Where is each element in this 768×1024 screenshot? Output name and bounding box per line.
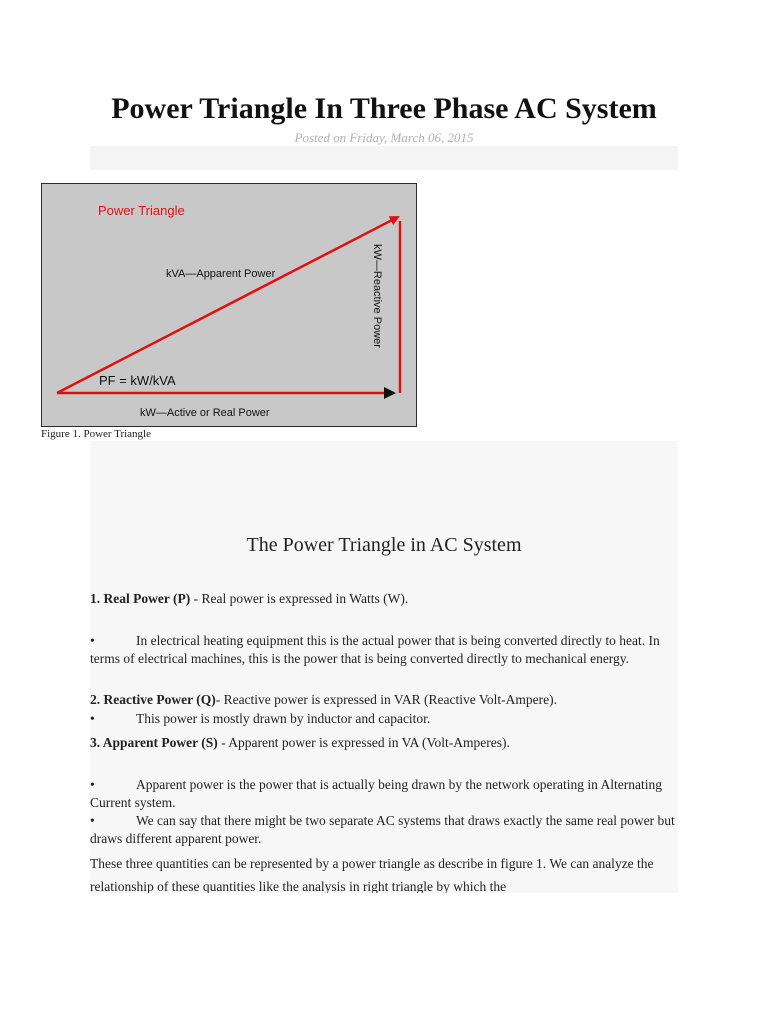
hypotenuse-label: kVA—Apparent Power xyxy=(166,268,276,280)
closing-paragraph: These three quantities can be represented by a power triangle as describe in figure 1. We can analyze the relationship of these quantities like the analysis in right triangle by which the xyxy=(90,856,654,893)
bullet-item xyxy=(90,776,678,812)
reactive-power-paragraph xyxy=(90,691,678,709)
bullet-item xyxy=(90,632,678,668)
figure-heading: Power Triangle xyxy=(98,203,185,218)
apparent-power-arrow xyxy=(57,217,398,393)
article-content xyxy=(90,441,678,893)
bullet-text: This power is mostly drawn by inductor and capacitor. xyxy=(136,711,431,726)
bullet-item xyxy=(90,812,678,848)
apparent-power-paragraph xyxy=(90,734,678,752)
section-heading: The Power Triangle in AC System xyxy=(246,534,522,556)
figure-caption: Figure 1. Power Triangle xyxy=(41,428,151,440)
bullet-marker: • xyxy=(90,777,95,792)
bullet-text: In electrical heating equipment this is the actual power that is being converted directly to heat. In terms of electrical machines, this is the power that is being converted directly to mechanical energy. xyxy=(90,633,660,666)
real-power-text: - Real power is expressed in Watts (W). xyxy=(190,591,409,606)
posted-date: Friday, March 06, 2015 xyxy=(349,130,474,145)
top-band xyxy=(90,146,678,170)
reactive-power-term: 2. Reactive Power (Q) xyxy=(90,692,216,707)
bullet-marker: • xyxy=(90,711,95,726)
posted-date-line xyxy=(0,130,768,146)
pf-label: PF = kW/kVA xyxy=(99,373,176,388)
bullet-text: We can say that there might be two separate AC systems that draws exactly the same real power but draws different apparent power. xyxy=(90,813,675,846)
real-power-term: 1. Real Power (P) xyxy=(90,591,191,606)
power-triangle-diagram xyxy=(42,184,415,425)
real-power-paragraph xyxy=(90,590,678,608)
page-title: Power Triangle In Three Phase AC System xyxy=(111,92,657,125)
vertical-label: kW—Reactive Power xyxy=(371,244,383,348)
posted-prefix: Posted on xyxy=(294,130,347,145)
reactive-power-text: - Reactive power is expressed in VAR (Reactive Volt-Ampere). xyxy=(215,692,557,707)
bullet-marker: • xyxy=(90,813,95,828)
power-triangle-figure xyxy=(41,183,417,427)
apparent-power-text: - Apparent power is expressed in VA (Volt-Amperes). xyxy=(217,735,510,750)
base-label: kW—Active or Real Power xyxy=(140,407,270,419)
apparent-power-term: 3. Apparent Power (S) xyxy=(90,735,218,750)
bullet-item xyxy=(90,710,678,728)
bullet-text: Apparent power is the power that is actually being drawn by the network operating in Alternating Current system. xyxy=(90,777,662,810)
bullet-marker: • xyxy=(90,633,95,648)
